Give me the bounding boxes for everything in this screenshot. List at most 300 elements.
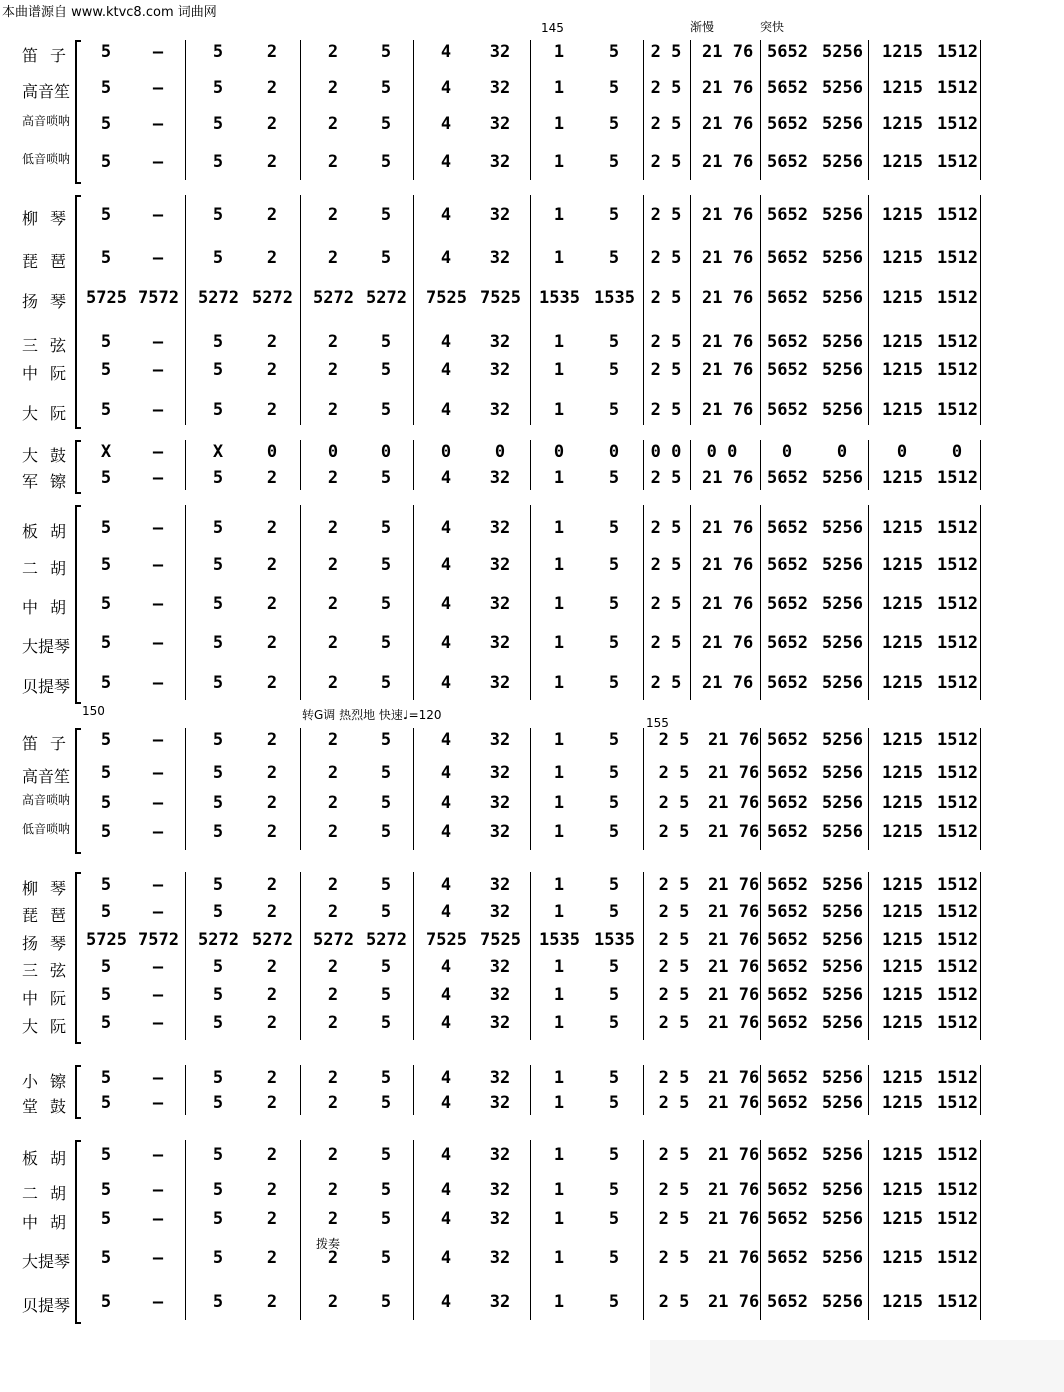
- note-cell: –: [152, 114, 164, 134]
- barline: [980, 195, 981, 425]
- note-cell: 21 76: [708, 875, 760, 895]
- note-cell: 5: [212, 594, 224, 614]
- note-cell: 32: [489, 902, 511, 922]
- note-cell: 32: [489, 730, 511, 750]
- note-cell: 32: [489, 1145, 511, 1165]
- note-cell: 5272: [198, 930, 239, 950]
- note-cell: 2: [327, 875, 339, 895]
- note-cell: 5256: [822, 957, 863, 977]
- note-cell: 2: [266, 400, 278, 420]
- note-cell: 1: [553, 1292, 565, 1312]
- note-cell: 2 5: [658, 1093, 690, 1113]
- note-cell: 4: [440, 1013, 452, 1033]
- note-cell: 1215: [882, 42, 923, 62]
- barline: [413, 40, 414, 180]
- note-cell: 5: [608, 875, 620, 895]
- note-cell: 5652: [767, 42, 808, 62]
- staff-brace: [75, 195, 81, 429]
- note-cell: 2 5: [658, 822, 690, 842]
- instrument-label: 二胡: [22, 559, 66, 578]
- note-cell: –: [152, 442, 164, 462]
- note-cell: 4: [440, 1209, 452, 1229]
- note-cell: –: [152, 518, 164, 538]
- note-cell: 5: [380, 1068, 392, 1088]
- note-cell: –: [152, 42, 164, 62]
- note-cell: 32: [489, 114, 511, 134]
- note-cell: 5: [100, 42, 112, 62]
- note-cell: 4: [440, 1180, 452, 1200]
- note-cell: 32: [489, 152, 511, 172]
- note-cell: 1: [553, 152, 565, 172]
- note-cell: 5652: [767, 332, 808, 352]
- note-cell: 5272: [366, 288, 407, 308]
- note-cell: 21 76: [708, 1145, 760, 1165]
- note-cell: 5: [608, 730, 620, 750]
- note-cell: 5652: [767, 288, 808, 308]
- barline: [530, 728, 531, 850]
- note-cell: –: [152, 468, 164, 488]
- note-cell: 32: [489, 1209, 511, 1229]
- note-cell: 5256: [822, 633, 863, 653]
- note-cell: 2: [266, 633, 278, 653]
- note-cell: 5: [608, 332, 620, 352]
- note-cell: 5: [212, 518, 224, 538]
- note-cell: 5: [100, 875, 112, 895]
- note-cell: 5: [608, 114, 620, 134]
- note-cell: 5: [100, 822, 112, 842]
- note-cell: 2: [327, 332, 339, 352]
- note-cell: 5256: [822, 822, 863, 842]
- note-cell: –: [152, 152, 164, 172]
- note-cell: 5: [100, 1093, 112, 1113]
- barline: [530, 872, 531, 1040]
- barline: [300, 505, 301, 700]
- note-cell: 2 5: [650, 42, 682, 62]
- note-cell: 5272: [252, 930, 293, 950]
- note-cell: 4: [440, 985, 452, 1005]
- barline: [300, 40, 301, 180]
- note-cell: 2 5: [650, 468, 682, 488]
- note-cell: 4: [440, 78, 452, 98]
- note-cell: 2: [327, 633, 339, 653]
- note-cell: 1: [553, 793, 565, 813]
- barline: [643, 1065, 644, 1115]
- note-cell: 5: [100, 332, 112, 352]
- barline: [643, 505, 644, 700]
- note-cell: 1512: [937, 1292, 978, 1312]
- note-cell: 5652: [767, 78, 808, 98]
- note-cell: 5: [380, 555, 392, 575]
- note-cell: 4: [440, 555, 452, 575]
- barline: [760, 440, 761, 490]
- note-cell: 1215: [882, 763, 923, 783]
- note-cell: 2: [327, 205, 339, 225]
- key-change: 转G调 热烈地 快速♩=120: [302, 708, 442, 722]
- note-cell: 4: [440, 518, 452, 538]
- barline: [530, 440, 531, 490]
- note-cell: 2: [327, 1180, 339, 1200]
- note-cell: –: [152, 875, 164, 895]
- note-cell: 1512: [937, 400, 978, 420]
- instrument-label: 笛子: [22, 734, 66, 753]
- note-cell: –: [152, 360, 164, 380]
- note-cell: 5725: [86, 930, 127, 950]
- note-cell: 32: [489, 1013, 511, 1033]
- note-cell: 7572: [138, 930, 179, 950]
- instrument-label: 高音笙: [22, 767, 71, 786]
- note-cell: 4: [440, 248, 452, 268]
- note-cell: 5: [100, 360, 112, 380]
- note-cell: 2: [266, 673, 278, 693]
- note-cell: 32: [489, 555, 511, 575]
- note-cell: 1: [553, 42, 565, 62]
- barline: [185, 1065, 186, 1115]
- note-cell: 5: [100, 633, 112, 653]
- note-cell: 5256: [822, 1180, 863, 1200]
- note-cell: 32: [489, 400, 511, 420]
- note-cell: 5256: [822, 763, 863, 783]
- note-cell: 5256: [822, 114, 863, 134]
- note-cell: 32: [489, 468, 511, 488]
- barline: [760, 195, 761, 425]
- note-cell: 21 76: [708, 902, 760, 922]
- note-cell: 1512: [937, 288, 978, 308]
- note-cell: 5: [212, 822, 224, 842]
- note-cell: 5256: [822, 902, 863, 922]
- note-cell: 1215: [882, 957, 923, 977]
- barline: [980, 40, 981, 180]
- note-cell: 1215: [882, 1209, 923, 1229]
- barline: [868, 1065, 869, 1115]
- note-cell: 2: [327, 793, 339, 813]
- barline: [980, 1065, 981, 1115]
- note-cell: 1512: [937, 1248, 978, 1268]
- note-cell: 2: [266, 793, 278, 813]
- barline: [760, 728, 761, 850]
- note-cell: 5: [212, 78, 224, 98]
- note-cell: 1215: [882, 1013, 923, 1033]
- note-cell: 5: [380, 114, 392, 134]
- note-cell: 5: [608, 902, 620, 922]
- note-cell: 4: [440, 1068, 452, 1088]
- note-cell: 2: [266, 1292, 278, 1312]
- note-cell: 5: [380, 1013, 392, 1033]
- note-cell: 5: [608, 400, 620, 420]
- note-cell: 4: [440, 468, 452, 488]
- note-cell: 5652: [767, 763, 808, 783]
- instrument-label: 二胡: [22, 1184, 66, 1203]
- note-cell: 5652: [767, 360, 808, 380]
- note-cell: 1512: [937, 822, 978, 842]
- barline: [413, 1065, 414, 1115]
- note-cell: 0: [781, 442, 793, 462]
- note-cell: 2 5: [650, 78, 682, 98]
- barline: [868, 728, 869, 850]
- barline: [185, 195, 186, 425]
- pluck-text: 拨奏: [316, 1237, 341, 1251]
- note-cell: 5: [608, 673, 620, 693]
- note-cell: 32: [489, 42, 511, 62]
- note-cell: 4: [440, 205, 452, 225]
- instrument-label: 高音笙: [22, 82, 71, 101]
- barline: [690, 40, 691, 180]
- barline: [760, 505, 761, 700]
- note-cell: 5272: [366, 930, 407, 950]
- instrument-label: 中胡: [22, 1213, 66, 1232]
- instrument-label: 低音唢呐: [22, 822, 71, 836]
- note-cell: 4: [440, 42, 452, 62]
- barline: [530, 195, 531, 425]
- note-cell: 5256: [822, 793, 863, 813]
- note-cell: 5256: [822, 360, 863, 380]
- note-cell: 5652: [767, 1209, 808, 1229]
- note-cell: 5: [380, 985, 392, 1005]
- note-cell: 5: [608, 468, 620, 488]
- note-cell: 1: [553, 673, 565, 693]
- note-cell: 5256: [822, 1292, 863, 1312]
- note-cell: 1215: [882, 730, 923, 750]
- note-cell: 2: [327, 1093, 339, 1113]
- note-cell: 5: [608, 1145, 620, 1165]
- barline: [530, 40, 531, 180]
- note-cell: 4: [440, 793, 452, 813]
- note-cell: 5: [212, 114, 224, 134]
- note-cell: 32: [489, 875, 511, 895]
- note-cell: 5652: [767, 1180, 808, 1200]
- note-cell: 5652: [767, 205, 808, 225]
- note-cell: 5256: [822, 985, 863, 1005]
- barline: [868, 1140, 869, 1320]
- note-cell: 2: [327, 673, 339, 693]
- note-cell: 21 76: [708, 1292, 760, 1312]
- instrument-label: 笛子: [22, 46, 66, 65]
- note-cell: 5: [100, 1292, 112, 1312]
- note-cell: 2: [327, 42, 339, 62]
- note-cell: 2: [327, 763, 339, 783]
- note-cell: 4: [440, 152, 452, 172]
- note-cell: 5652: [767, 793, 808, 813]
- note-cell: 0: [380, 442, 392, 462]
- note-cell: 2: [327, 822, 339, 842]
- note-cell: 1: [553, 400, 565, 420]
- note-cell: 2 5: [658, 1209, 690, 1229]
- note-cell: 5652: [767, 930, 808, 950]
- note-cell: 2: [266, 1248, 278, 1268]
- instrument-label: 大阮: [22, 404, 66, 423]
- note-cell: 1215: [882, 1093, 923, 1113]
- note-cell: 5: [380, 78, 392, 98]
- note-cell: 2 5: [658, 1292, 690, 1312]
- note-cell: 2: [327, 902, 339, 922]
- note-cell: 32: [489, 633, 511, 653]
- note-cell: 5: [100, 518, 112, 538]
- staff-brace: [75, 440, 81, 494]
- note-cell: –: [152, 1292, 164, 1312]
- note-cell: 21 76: [708, 1209, 760, 1229]
- note-cell: 7525: [426, 288, 467, 308]
- note-cell: 4: [440, 1145, 452, 1165]
- note-cell: 5: [608, 518, 620, 538]
- note-cell: 1512: [937, 205, 978, 225]
- note-cell: –: [152, 902, 164, 922]
- note-cell: 1535: [594, 288, 635, 308]
- note-cell: 1215: [882, 902, 923, 922]
- note-cell: 7572: [138, 288, 179, 308]
- note-cell: 5: [212, 957, 224, 977]
- barline: [643, 1140, 644, 1320]
- note-cell: 1215: [882, 78, 923, 98]
- note-cell: 1512: [937, 152, 978, 172]
- note-cell: 5256: [822, 594, 863, 614]
- staff-brace: [75, 505, 81, 704]
- note-cell: 4: [440, 1292, 452, 1312]
- note-cell: 7525: [480, 288, 521, 308]
- note-cell: 2 5: [658, 730, 690, 750]
- note-cell: –: [152, 1248, 164, 1268]
- note-cell: 5: [100, 985, 112, 1005]
- note-cell: 2 5: [658, 1145, 690, 1165]
- note-cell: 2 5: [658, 1248, 690, 1268]
- note-cell: 1215: [882, 152, 923, 172]
- note-cell: 21 76: [702, 78, 754, 98]
- note-cell: 21 76: [702, 555, 754, 575]
- tempo-fast: 突快: [760, 20, 785, 34]
- note-cell: 5: [212, 902, 224, 922]
- note-cell: –: [152, 793, 164, 813]
- note-cell: 5: [608, 1292, 620, 1312]
- note-cell: 21 76: [702, 594, 754, 614]
- note-cell: 5: [608, 42, 620, 62]
- note-cell: 32: [489, 1248, 511, 1268]
- note-cell: 1512: [937, 730, 978, 750]
- note-cell: 32: [489, 78, 511, 98]
- barline: [760, 1140, 761, 1320]
- note-cell: 21 76: [702, 468, 754, 488]
- note-cell: 5: [100, 1180, 112, 1200]
- note-cell: 32: [489, 793, 511, 813]
- note-cell: 1512: [937, 1145, 978, 1165]
- note-cell: 4: [440, 594, 452, 614]
- note-cell: 1512: [937, 957, 978, 977]
- note-cell: 21 76: [708, 793, 760, 813]
- note-cell: 1: [553, 205, 565, 225]
- note-cell: 1: [553, 555, 565, 575]
- note-cell: 5: [380, 1145, 392, 1165]
- barline: [530, 505, 531, 700]
- instrument-label: 扬琴: [22, 934, 66, 953]
- instrument-label: 琵琶: [22, 906, 66, 925]
- note-cell: 5: [212, 1013, 224, 1033]
- note-cell: 1535: [594, 930, 635, 950]
- note-cell: 1: [553, 332, 565, 352]
- note-cell: 1512: [937, 114, 978, 134]
- note-cell: 4: [440, 360, 452, 380]
- note-cell: 1512: [937, 332, 978, 352]
- note-cell: 2: [266, 1180, 278, 1200]
- note-cell: 5: [608, 1093, 620, 1113]
- barline: [300, 1065, 301, 1115]
- instrument-label: 中阮: [22, 989, 66, 1008]
- note-cell: 1: [553, 1068, 565, 1088]
- note-cell: 5652: [767, 114, 808, 134]
- note-cell: 2: [327, 957, 339, 977]
- note-cell: 5: [100, 1145, 112, 1165]
- note-cell: 2 5: [658, 1013, 690, 1033]
- note-cell: 32: [489, 594, 511, 614]
- instrument-label: 三弦: [22, 961, 66, 980]
- note-cell: 2: [266, 902, 278, 922]
- note-cell: 5: [608, 205, 620, 225]
- note-cell: 5: [380, 152, 392, 172]
- note-cell: 2: [266, 763, 278, 783]
- note-cell: 2: [266, 1145, 278, 1165]
- note-cell: 1215: [882, 400, 923, 420]
- barline: [760, 872, 761, 1040]
- note-cell: 5: [100, 205, 112, 225]
- note-cell: 1512: [937, 633, 978, 653]
- note-cell: 1512: [937, 248, 978, 268]
- note-cell: 5: [212, 1068, 224, 1088]
- note-cell: 21 76: [702, 673, 754, 693]
- instrument-label: 大阮: [22, 1017, 66, 1036]
- note-cell: 5: [212, 1180, 224, 1200]
- note-cell: 2 5: [650, 400, 682, 420]
- note-cell: 5: [100, 468, 112, 488]
- barline: [690, 195, 691, 425]
- note-cell: 32: [489, 1093, 511, 1113]
- note-cell: 5256: [822, 1093, 863, 1113]
- note-cell: 5: [212, 468, 224, 488]
- barline: [760, 1065, 761, 1115]
- note-cell: 32: [489, 205, 511, 225]
- note-cell: 5652: [767, 1093, 808, 1113]
- note-cell: 1: [553, 1013, 565, 1033]
- note-cell: 5652: [767, 822, 808, 842]
- note-cell: 5652: [767, 673, 808, 693]
- note-cell: –: [152, 1093, 164, 1113]
- note-cell: 5272: [313, 930, 354, 950]
- note-cell: –: [152, 730, 164, 750]
- note-cell: 5: [608, 763, 620, 783]
- note-cell: 32: [489, 1292, 511, 1312]
- note-cell: 1: [553, 78, 565, 98]
- note-cell: 0: [266, 442, 278, 462]
- note-cell: 5652: [767, 985, 808, 1005]
- note-cell: 5: [100, 763, 112, 783]
- note-cell: 5: [212, 763, 224, 783]
- note-cell: 5: [608, 1248, 620, 1268]
- note-cell: 5: [212, 555, 224, 575]
- note-cell: –: [152, 400, 164, 420]
- note-cell: –: [152, 633, 164, 653]
- barline: [868, 872, 869, 1040]
- note-cell: 5652: [767, 400, 808, 420]
- note-cell: 1512: [937, 518, 978, 538]
- note-cell: 5: [608, 248, 620, 268]
- note-cell: 2: [327, 248, 339, 268]
- barline: [643, 195, 644, 425]
- note-cell: 1: [553, 518, 565, 538]
- instrument-label: 柳琴: [22, 209, 66, 228]
- note-cell: 5652: [767, 248, 808, 268]
- barline: [760, 40, 761, 180]
- instrument-label: 高音唢呐: [22, 793, 71, 807]
- note-cell: 1512: [937, 78, 978, 98]
- note-cell: X: [212, 442, 224, 462]
- note-cell: 2: [266, 468, 278, 488]
- note-cell: 2: [327, 114, 339, 134]
- note-cell: –: [152, 1068, 164, 1088]
